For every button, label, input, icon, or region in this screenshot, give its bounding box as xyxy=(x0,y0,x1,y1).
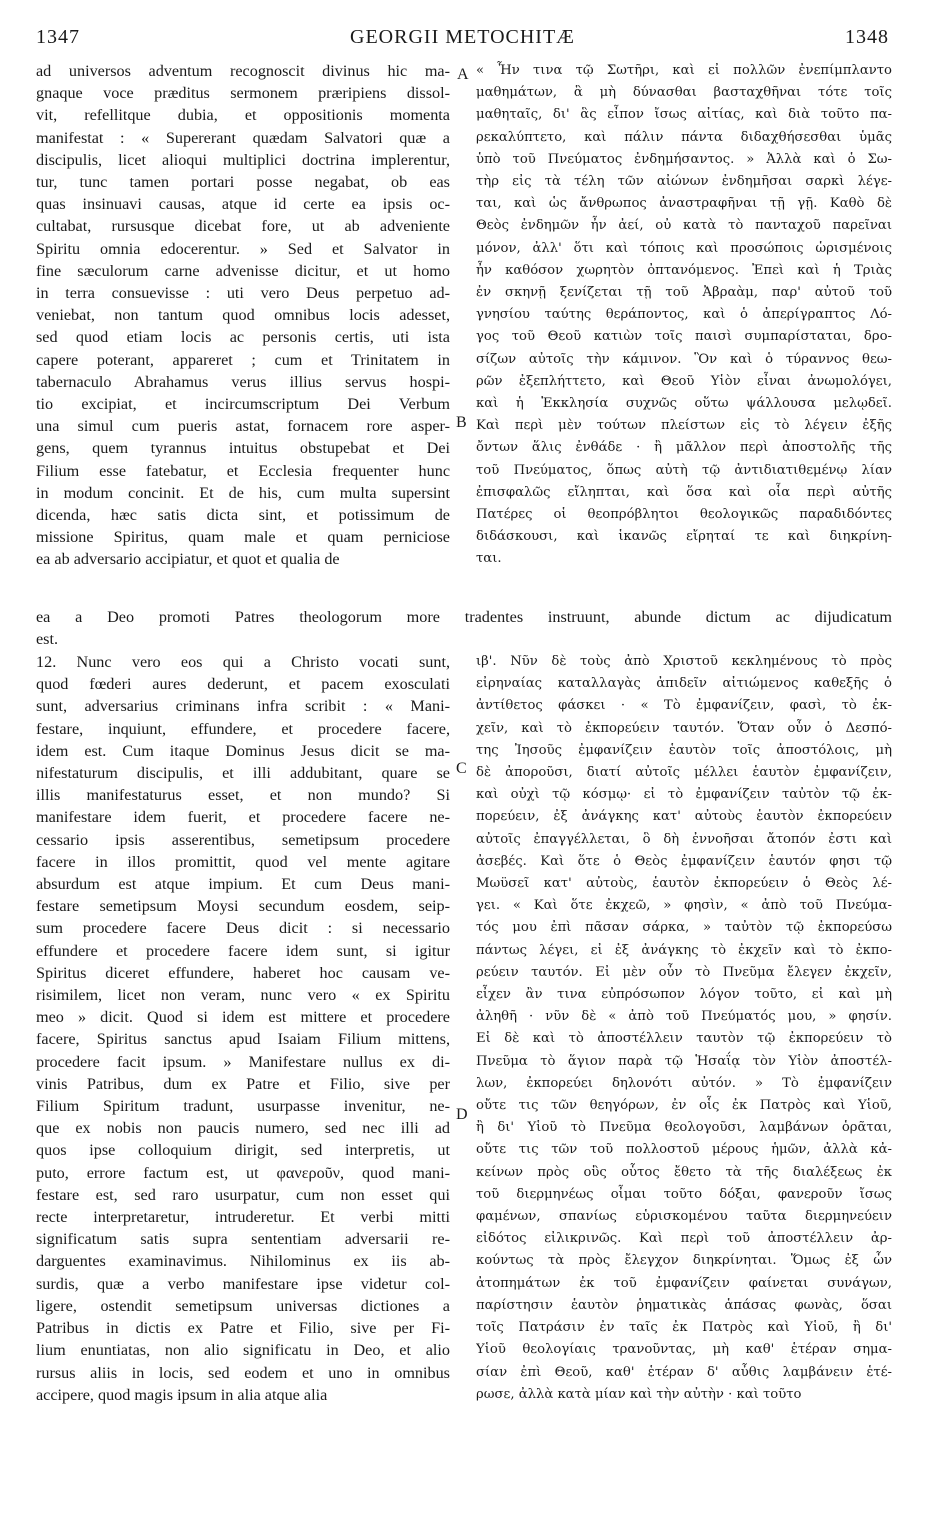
greek-text-line: Πνεῦμα τὸ ἅγιον παρὰ τῷ Ἡσαΐᾳ τὸν Υἱὸν ἀποστέλ- xyxy=(476,1053,892,1069)
running-header xyxy=(36,26,889,52)
greek-text-line: μαθημάτων, ἃ μὴ δύνασθαι βασταχθῆναι τότε τοῖς xyxy=(476,85,892,101)
greek-text-line: ἢ δι' Υἱοῦ τὸ Πνεῦμα θεολογοῦσι, λαμβάνων ὁρᾶται, xyxy=(476,1120,892,1136)
greek-text-line: ἐπισφαλῶς εἴληπται, καὶ ὅσα καὶ οἷα περὶ αὐτῆς xyxy=(476,484,892,500)
greek-text-line: Πατέρες οἱ θεοπρόβλητοι θεολογικῶς παραδιδόντες xyxy=(476,507,892,523)
latin-text-line: cessario ipsis asserentibus, semetipsum procedere xyxy=(36,830,450,849)
latin-text-line: tio excipiat, et incircumscriptum Dei Verbum xyxy=(36,395,450,414)
latin-full-width-lines xyxy=(36,606,892,650)
greek-text-line: κείνων πρὸς οὓς οὗτος ἔθετο τὰ τῆς διαλέξεως ἐκ xyxy=(476,1164,892,1180)
latin-text-line: quas insinuavi causas, atque id certe ea ipsis oc- xyxy=(36,195,450,214)
greek-text-line: Εἰ δὲ καὶ τὸ ἀποστέλλειν ταυτὸν τῷ ἐκπορεύειν τὸ xyxy=(476,1031,892,1047)
greek-text-line: σίζων αὐτοῖς τὴν κάμινον. Ὃν καὶ ὁ τύραννος θεω- xyxy=(476,351,892,367)
latin-text-line: Filium esse fatebatur, et Ecclesia frequenter hunc xyxy=(36,461,450,480)
greek-text-line: λων, ἐκπορεύει δηλονότι αὐτόν. » Τὸ ἐμφανίζειν xyxy=(476,1075,892,1091)
latin-text-line: procedere facit ipsum. » Manifestare nullus ex di- xyxy=(36,1052,450,1071)
greek-text-line: χεῖν, καὶ τὸ ἐκπορεύειν ταυτόν. Ὅταν οὖν ὁ Δεσπό- xyxy=(476,720,892,736)
latin-text-line: una simul cum pueris astat, fornacem rore asper- xyxy=(36,417,450,436)
latin-text-line: sum procedere facere Deus dicit : si necessario xyxy=(36,919,450,938)
greek-text-line: αὐτοῖς ἐπαγγέλλεται, ὃ δὴ ἐννοῆσαι ἄτοπόν ἐστι καὶ xyxy=(476,831,892,847)
margin-marker-c: C xyxy=(456,760,467,777)
latin-full-end: est. xyxy=(36,630,59,649)
latin-text-line: Patribus in dictis ex Patre et Filio, sive per Fi- xyxy=(36,1319,450,1338)
latin-text-line: meo » dicit. Quod si idem est mittere et procedere xyxy=(36,1008,450,1027)
latin-text-line: illis manifestaturus esset, et non mundo? Si xyxy=(36,786,450,805)
latin-text-line: darguentes examinavimus. Nihilominus ex iis ab- xyxy=(36,1252,450,1271)
greek-text-line: γνησίου ταύτης θεράποντος, καὶ ὁ ἀπερίγραπτος Λό- xyxy=(476,307,892,323)
greek-text-line: οὔτε τις τῶν θεηγόρων, ἐν οἷς ἐκ Πατρὸς καὶ Υἱοῦ, xyxy=(476,1098,892,1114)
latin-text-line: recte interpretaretur, intruderetur. Et verbi mitti xyxy=(36,1208,450,1227)
greek-text-line: ἀντίθετος φάσκει · « Τὸ ἐμφανίζειν, φασὶ, τὸ ἐκ- xyxy=(476,698,892,714)
greek-text-line: ἀτοπημάτων ἐκ τοῦ ἐμφανίζειν φαίνεται συνάγων, xyxy=(476,1275,892,1291)
latin-text-line: surdis, quæ a verbo manifestare ipse videtur col- xyxy=(36,1274,450,1293)
right-column-number: 1348 xyxy=(845,26,889,48)
latin-text-line: dicenda, hæc satis dicta sint, et potissimum de xyxy=(36,506,450,525)
greek-text-line: δὲ ἀποροῦσι, διατί αὐτοῖς μέλλει ἑαυτὸν ἐμφανίζειν, xyxy=(476,765,892,781)
greek-column-bottom xyxy=(476,651,892,1406)
latin-text-line: risimilem, licet non veram, nunc vero « ex Spiritu xyxy=(36,986,450,1005)
latin-column-bottom xyxy=(36,651,450,1406)
latin-text-line: ea ab adversario accipiatur, et quot et qualia de xyxy=(36,550,340,569)
greek-text-line: ἦν καθόσον χωρητὸν ὀπτανόμενος. Ἐπεὶ καὶ ἡ Τριὰς xyxy=(476,262,892,278)
greek-text-line: ὑπὸ τοῦ Πνεύματος ἐνδημήσαντος. » Ἀλλὰ καὶ ὁ Σω- xyxy=(476,151,892,167)
latin-text-line: gnaque voce præditus sermonem præripiens dissol- xyxy=(36,84,450,103)
greek-text-line: φαμένων, σπανίως εὑρισκομένου ταῦτα διερμηνεύειν xyxy=(476,1209,892,1225)
greek-text-line: γει. « Καὶ ὅτε ἐκχεῶ, » φησὶν, « ἀπὸ τοῦ Πνεύμα- xyxy=(476,898,892,914)
latin-text-line: in modum concinit. Et de his, cum multa supersint xyxy=(36,483,450,502)
latin-text-line: sunt, adversarius criminans infra scribit : « Mani- xyxy=(36,697,450,716)
greek-text-line: τὴρ εἰς τὰ τέλη τῶν αἰώνων ἐνδημῆσαι σαρκὶ λέγε- xyxy=(476,174,892,190)
greek-text-line: εἰδότος εἰλικρινῶς. Καὶ περὶ τοῦ ἀποστέλλειν ἀρ- xyxy=(476,1231,892,1247)
latin-text-line: veniebat, non tantum quod omnibus locis adesset, xyxy=(36,306,450,325)
greek-text-line: ὄντων ἅλις ἐνθάδε · ἢ μᾶλλον περὶ ἀποστολῆς τῆς xyxy=(476,440,892,456)
latin-text-line: lium enuntiatas, non alio significatu in Deo, et alio xyxy=(36,1341,450,1360)
latin-text-line: Filium Spiritum tradunt, usurpasse invenitur, ne- xyxy=(36,1097,450,1116)
greek-text-line: ται, καὶ ὡς ἄνθρωπος ἀναστραφῆναι τῇ γῇ. Καθὸ δὲ xyxy=(476,196,892,212)
greek-text-line: πάντως λέγει, εἰ ἐξ ἀνάγκης τὸ ἐκχεῖν καὶ τὸ ἐκπο- xyxy=(476,942,892,958)
greek-text-line: « Ἦν τινα τῷ Σωτῆρι, καὶ εἰ πολλῶν ἐνεπίμπλαντο xyxy=(476,63,892,78)
latin-text-line: vit, refellitque dubia, et oppositionis momenta xyxy=(36,106,450,125)
greek-text-line: τοῖς Πατράσιν ἐν ταῖς ἐκ Πατρὸς καὶ Υἱοῦ, ἢ δι' xyxy=(476,1320,892,1336)
latin-text-line: Spiritus diceret effundere, haberet hoc causam ve- xyxy=(36,963,450,982)
latin-text-line: fine sæculorum carne advenisse dicitur, et ut homo xyxy=(36,261,450,280)
latin-text-line: significatum satis supra sententiam adversarii re- xyxy=(36,1230,450,1249)
latin-text-line: quod fœderi aures dederunt, et pacem exosculati xyxy=(36,675,450,694)
greek-text-line: εἶχεν ἂν τινα εὐπρόσωπον λόγον τοῦτο, εἰ καὶ μὴ xyxy=(476,987,892,1003)
latin-text-line: accipere, quod magis ipsum in alia atque alia xyxy=(36,1385,328,1404)
latin-text-line: 12. Nunc vero eos qui a Christo vocati sunt, xyxy=(36,653,450,671)
latin-text-line: Spiritu omnia edocerentur. » Sed et Salvator in xyxy=(36,239,450,258)
greek-text-line: πορεύειν, ἐξ ἀνάγκης κατ' αὐτοὺς ἑαυτὸν ἐκπορεύειν xyxy=(476,809,892,825)
latin-text-line: tabernaculo Abrahamus verus illius servus hospi- xyxy=(36,372,450,391)
greek-text-line: τοῦ Πνεύματος, ὅπως αὐτὴ τῷ ἀντιδιατιθεμένῳ λίαν xyxy=(476,462,892,478)
latin-text-line: effundere et procedere facere idem sunt, si igitur xyxy=(36,941,450,960)
greek-text-line: ρῶν ἐξεπλήττετο, καὶ Θεοῦ Υἱὸν εἶναι ἀνωμολόγει, xyxy=(476,373,892,389)
greek-text-line: γος τοῦ Θεοῦ κατιὼν τοῖς παισὶ συμπαρίσταται, δρο- xyxy=(476,329,892,345)
latin-text-line: missione Spiritus, quam male et quam perniciose xyxy=(36,528,450,547)
latin-text-line: gens, quem tyrannus intuitus obstupebat et Dei xyxy=(36,439,450,458)
greek-column-top xyxy=(476,60,892,571)
greek-text-line: σίαν ἐπὶ Θεοῦ, καθ' ἑτέραν δ' αὖθις λαμβάνειν ἑτέ- xyxy=(476,1364,892,1380)
latin-column-top xyxy=(36,60,450,571)
greek-text-line: Μωϋσεῖ κατ' αὐτοὺς, ἑαυτὸν ἐκπορεύειν ὁ Θεὸς λέ- xyxy=(476,876,892,892)
greek-text-line: ἀσεβές. Καὶ ὅτε ὁ Θεὸς ἐμφανίζειν ἑαυτόν φησι τῷ xyxy=(476,853,892,869)
greek-text-line: Καὶ περὶ μὲν τούτων πλείστων εἰς τὸ λέγειν ἐξῆς xyxy=(476,418,892,434)
greek-text-line: ἀληθῆ · νῦν δὲ « ἀπὸ τοῦ Πνεύματός μου, » φησίν. xyxy=(476,1009,892,1025)
greek-text-line: τός μου ἐπὶ πᾶσαν σάρκα, » ταὐτὸν τῷ ἐκπορεύσω xyxy=(476,920,892,936)
latin-text-line: vinis Patribus, dum ex Patre et Filio, sive per xyxy=(36,1074,450,1093)
latin-text-line: cultabat, rursusque dicebat fore, ut ab adveniente xyxy=(36,217,450,236)
latin-text-line: ad universos adventum recognoscit divinus hic ma- xyxy=(36,62,450,80)
greek-text-line: καὶ οὐχὶ τῷ κόσμῳ· εἰ τὸ ἐμφανίζειν ταὐτὸν τῷ ἐκ- xyxy=(476,787,892,803)
latin-text-line: capere poterant, appareret ; cum et Trinitatem in xyxy=(36,350,450,369)
latin-text-line: manifestat : « Supererant quædam Salvatori quæ a xyxy=(36,128,450,147)
left-column-number: 1347 xyxy=(36,26,80,48)
greek-text-line: εἰρηναίας καταλλαγὰς ἀπιδεῖν αἰτιώμενος καθεξῆς ὁ xyxy=(476,676,892,692)
latin-text-line: discipulis, licet alioqui multiplici doctrina implerentur, xyxy=(36,150,450,169)
latin-text-line: festare semetipsum Moysi secundum eosdem, seip- xyxy=(36,897,450,916)
latin-text-line: manifestare idem fuerit, et procedere facere ne- xyxy=(36,808,450,827)
latin-text-line: quos ipse colloquium dirigit, sed interpretis, ut xyxy=(36,1141,450,1160)
greek-text-line: ἐν σκηνῇ ξενίζεται τῇ τοῦ Ἀβραὰμ, παρ' αὐτοῦ τοῦ xyxy=(476,285,892,301)
latin-text-line: ligere, ostendit semetipsum universas dictiones a xyxy=(36,1296,450,1315)
latin-text-line: festare est, sed raro usurpatur, cum non esset qui xyxy=(36,1185,450,1204)
latin-text-line: festare, inquiunt, effundere, et procedere facere, xyxy=(36,719,450,738)
latin-text-line: absurdum est atque impium. Et cum Deus mani- xyxy=(36,875,450,894)
margin-marker-a: A xyxy=(457,66,469,83)
greek-text-line: μαθηταῖς, δι' ἃς εἶπον ἴσως αἰτίας, καὶ διὰ τοῦτο πα- xyxy=(476,107,892,123)
latin-full-line: ea a Deo promoti Patres theologorum more tradentes instruunt, abunde dictum ac dijudicatum xyxy=(36,608,892,626)
margin-marker-d: D xyxy=(456,1106,468,1123)
latin-text-line: sed quod etiam locis ac personis certis, uti ista xyxy=(36,328,450,347)
greek-text-line: Υἱοῦ θεολογίαις τρανοῦντας, μὴ καθ' ἑτέραν σημα- xyxy=(476,1342,892,1358)
latin-text-line: tur, tunc tamen portari posse negabat, ob eas xyxy=(36,173,450,192)
greek-text-line: Θεὸς ἐνδημῶν ἦν ἀεί, οὐ κατὰ τὸ πανταχοῦ παρεῖναι xyxy=(476,218,892,234)
latin-text-line: nifestaturum discipulis, et illi addubitant, quare se xyxy=(36,764,450,783)
latin-text-line: idem est. Cum itaque Dominus Jesus dicit se ma- xyxy=(36,741,450,760)
greek-text-line: κούντως τὰ πρὸς ἔλεγχον διηκρίνηται. Ὅμως ἐξ ὧν xyxy=(476,1253,892,1269)
greek-text-line: ρεκαλύπτετο, καὶ πάλιν πάντα διδαχθήσεσθαι ὑμᾶς xyxy=(476,129,892,145)
latin-text-line: puto, errore factum est, ut φανεροῦν, quod mani- xyxy=(36,1163,450,1182)
latin-text-line: que ex nobis non paucis numero, sed nec illi ad xyxy=(36,1119,450,1138)
greek-text-line: της Ἰησοῦς ἐμφανίζειν ἑαυτὸν τοῖς ἀποστόλοις, μὴ xyxy=(476,742,892,758)
greek-text-line: ρεύειν ταυτόν. Εἰ μὲν οὖν τὸ Πνεῦμα ἔλεγεν ἐκχεῖν, xyxy=(476,964,892,980)
greek-text-line: καὶ ἡ Ἐκκλησία συχνῶς οὕτω ψάλλουσα μελῳδεῖ. xyxy=(476,396,892,412)
greek-text-line: ται. xyxy=(476,551,502,567)
greek-text-line: παρίστησιν ἑαυτὸν ῥηματικὰς ἁπάσας φωνὰς, ὅσαι xyxy=(476,1297,892,1313)
greek-text-line: τοῦ διερμηνέως οἶμαι τοῦτο δόξαι, φανεροῦν ἴσως xyxy=(476,1186,892,1202)
greek-text-line: ιβ'. Νῦν δὲ τοὺς ἀπὸ Χριστοῦ κεκλημένους τὸ πρὸς xyxy=(476,654,892,669)
latin-text-line: facere in illos promittit, quod vel mente agitare xyxy=(36,852,450,871)
running-title: GEORGII METOCHITÆ xyxy=(350,26,575,48)
latin-text-line: in terra consuevisse : uti vero Deus perpetuo ad- xyxy=(36,284,450,303)
greek-text-line: διδάσκουσι, καὶ ἱκανῶς εἴρηταί τε καὶ διηκρίνη- xyxy=(476,529,892,545)
latin-text-line: rursus aliis in locis, sed eodem et uno in omnibus xyxy=(36,1363,450,1382)
latin-text-line: facere, Spiritus sanctus apud Isaiam Filium mittens, xyxy=(36,1030,450,1049)
greek-text-line: μόνον, ἀλλ' ὅτι καὶ τόποις καὶ προσώποις ὡρισμένοις xyxy=(476,240,892,256)
greek-text-line: οὔτε τις τῶν τοῦ πολλοστοῦ μέρους ἡμῶν, ἀλλὰ κἀ- xyxy=(476,1142,892,1158)
greek-text-line: ρωσε, ἀλλὰ κατὰ μίαν καὶ τὴν αὐτὴν · καὶ τοῦτο xyxy=(476,1386,802,1402)
margin-marker-b: B xyxy=(456,414,467,431)
